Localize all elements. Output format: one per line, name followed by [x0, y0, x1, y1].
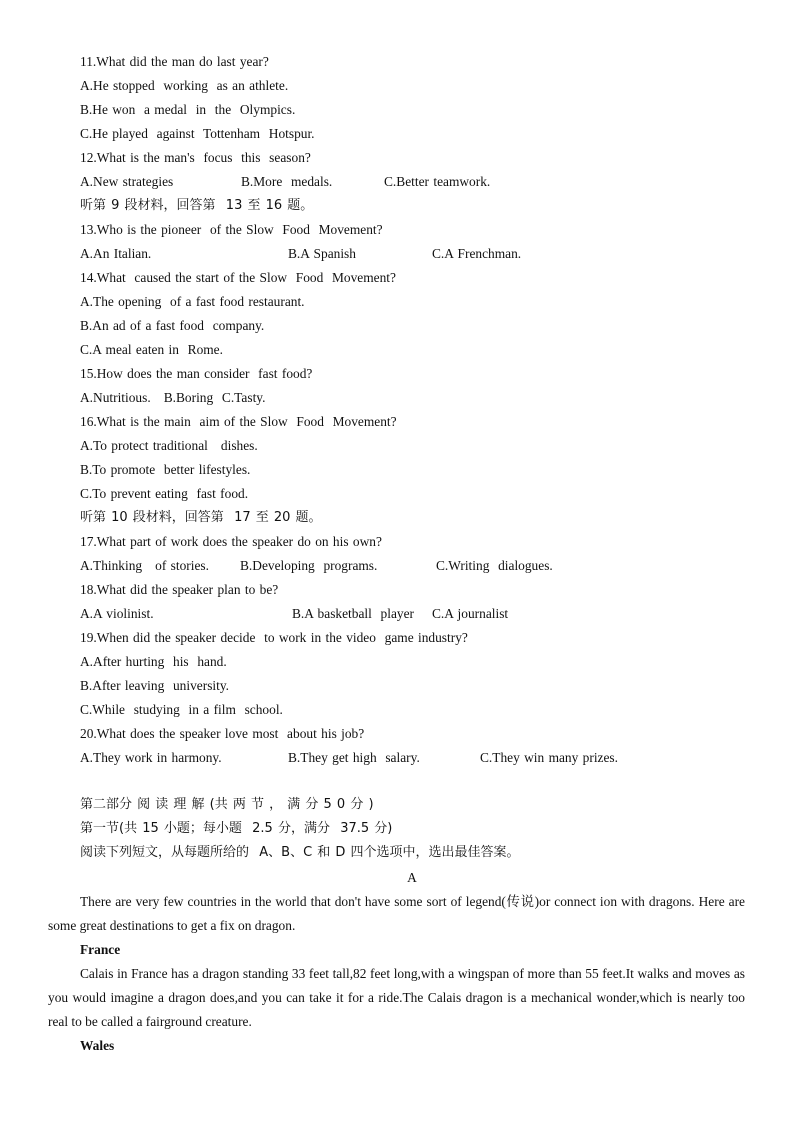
option-14b: B.An ad of a fast food company.: [80, 318, 265, 333]
question-20: 20.What does the speaker love most about his job?: [80, 726, 365, 741]
option-13c: C.A Frenchman.: [432, 246, 522, 261]
option-11b: B.He won a medal in the Olympics.: [80, 102, 296, 117]
part-2-title: 第二部分 阅 读 理 解 (共 两 节 ， 满 分 5 0 分 ): [80, 797, 374, 812]
wales-heading: Wales: [80, 1038, 115, 1053]
question-13: 13.Who is the pioneer of the Slow Food Movement?: [80, 222, 383, 237]
option-13a: A.An Italian.: [80, 246, 152, 261]
option-20b: B.They get high salary.: [288, 750, 420, 765]
option-12c: C.Better teamwork.: [384, 174, 491, 189]
question-11: 11.What did the man do last year?: [80, 54, 269, 69]
option-14c: C.A meal eaten in Rome.: [80, 342, 223, 357]
options-20: [80, 746, 720, 770]
option-17a: A.Thinking of stories.: [80, 558, 209, 573]
passage-letter: A: [407, 870, 417, 885]
question-17: 17.What part of work does the speaker do on his own?: [80, 534, 382, 549]
option-16a: A.To protect traditional dishes.: [80, 438, 258, 453]
question-15: 15.How does the man consider fast food?: [80, 366, 313, 381]
options-18: [80, 602, 720, 626]
option-17b: B.Developing programs.: [240, 558, 378, 573]
section-9-instruction: 听第 9 段材料，回答第 13 至 16 题。: [80, 198, 314, 213]
option-17c: C.Writing dialogues.: [436, 558, 553, 573]
question-14: 14.What caused the start of the Slow Food Movement?: [80, 270, 396, 285]
option-18b: B.A basketball player: [292, 606, 414, 621]
option-13b: B.A Spanish: [288, 246, 356, 261]
france-paragraph: Calais in France has a dragon standing 33 feet tall,82 feet long,with a wingspan of more than 55 feet.It walks and moves as you would imagine a dragon does,and you can take it for a ride.The Calais dragon is a mechanical wonder,which is nearly too real to be called a fairground creature.: [48, 966, 745, 1029]
option-16c: C.To prevent eating fast food.: [80, 486, 249, 501]
question-16: 16.What is the main aim of the Slow Food Movement?: [80, 414, 397, 429]
option-11c: C.He played against Tottenham Hotspur.: [80, 126, 315, 141]
france-heading: France: [80, 942, 121, 957]
question-12: 12.What is the man's focus this season?: [80, 150, 311, 165]
passage-intro: There are very few countries in the world that don't have some sort of legend(传说)or connect ion with dragons. Here are some great destinations to get a fix on dragon.: [48, 894, 745, 933]
option-20c: C.They win many prizes.: [480, 750, 618, 765]
options-17: [80, 554, 720, 578]
option-12a: A.New strategies: [80, 174, 174, 189]
question-18: 18.What did the speaker plan to be?: [80, 582, 279, 597]
option-18c: C.A journalist: [432, 606, 509, 621]
reading-instruction: 阅读下列短文，从每题所给的 A、B、C 和 D 四个选项中，选出最佳答案。: [80, 845, 520, 860]
option-11a: A.He stopped working as an athlete.: [80, 78, 289, 93]
option-19c: C.While studying in a film school.: [80, 702, 283, 717]
options-12: [80, 170, 720, 194]
question-19: 19.When did the speaker decide to work in the video game industry?: [80, 630, 468, 645]
option-20a: A.They work in harmony.: [80, 750, 222, 765]
option-12b: B.More medals.: [241, 174, 333, 189]
option-16b: B.To promote better lifestyles.: [80, 462, 251, 477]
option-19b: B.After leaving university.: [80, 678, 230, 693]
section-10-instruction: 听第 10 段材料，回答第 17 至 20 题。: [80, 510, 322, 525]
section-1-header: 第一节(共 15 小题；每小题 2.5 分，满分 37.5 分): [80, 821, 393, 836]
option-14a: A.The opening of a fast food restaurant.: [80, 294, 305, 309]
options-15: A.Nutritious. B.Boring C.Tasty.: [80, 390, 266, 405]
options-13: [80, 242, 720, 266]
option-19a: A.After hurting his hand.: [80, 654, 227, 669]
option-18a: A.A violinist.: [80, 606, 154, 621]
